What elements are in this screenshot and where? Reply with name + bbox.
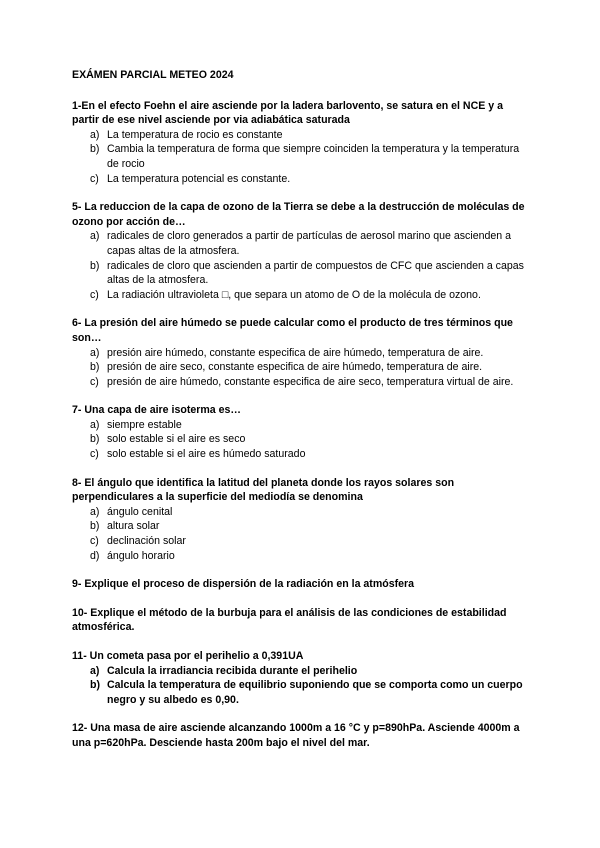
option-item	[90, 534, 530, 549]
option-text: presión de aire húmedo, constante especifica de aire seco, temperatura virtual de aire.	[107, 375, 514, 388]
question-10	[72, 606, 530, 635]
option-list	[72, 229, 530, 302]
option-text: Calcula la temperatura de equilibrio suponiendo que se comporta como un cuerpo negro y su albedo es 0,90.	[107, 679, 523, 706]
option-text: ángulo horario	[107, 549, 175, 562]
question-6	[72, 316, 530, 389]
option-text: altura solar	[107, 520, 160, 533]
option-letter: b)	[90, 143, 100, 156]
question-9	[72, 577, 530, 592]
question-11	[72, 649, 530, 707]
option-text: presión de aire seco, constante especifica de aire húmedo, temperatura de aire.	[107, 361, 483, 374]
option-text: Cambia la temperatura de forma que siempre coinciden la temperatura y la temperatura de rocio	[107, 143, 520, 170]
option-item	[90, 432, 530, 447]
option-item	[90, 447, 530, 462]
option-letter: a)	[90, 418, 100, 431]
option-letter: c)	[90, 535, 99, 548]
question-text: 9- Explique el proceso de dispersión de la radiación en la atmósfera	[72, 578, 415, 591]
option-list	[72, 128, 530, 186]
option-list	[72, 418, 530, 462]
option-list	[72, 664, 530, 708]
option-letter: b)	[90, 259, 100, 272]
option-text: radicales de cloro que ascienden a partir de compuestos de CFC que ascienden a capas altas de la atmosfera.	[107, 259, 524, 287]
option-text: La radiación ultravioleta □, que separa un atomo de O de la molécula de ozono.	[107, 288, 481, 301]
option-item	[90, 288, 530, 303]
option-letter: a)	[90, 664, 100, 677]
option-item	[90, 678, 530, 707]
question-text: 10- Explique el método de la burbuja para el análisis de las condiciones de estabilidad atmosférica.	[72, 606, 507, 634]
question-8	[72, 476, 530, 564]
option-item	[90, 664, 530, 679]
option-item	[90, 549, 530, 564]
option-text: siempre estable	[107, 418, 182, 431]
option-letter: b)	[90, 679, 100, 692]
question-text: 11- Un cometa pasa por el perihelio a 0,391UA	[72, 650, 304, 662]
option-item	[90, 418, 530, 433]
option-letter: a)	[90, 346, 100, 359]
option-text: Calcula la irradiancia recibida durante el perihelio	[107, 664, 358, 677]
option-letter: b)	[90, 361, 100, 374]
option-item	[90, 346, 530, 361]
option-text: La temperatura potencial es constante.	[107, 172, 291, 185]
option-item	[90, 128, 530, 143]
question-text: 6- La presión del aire húmedo se puede calcular como el producto de tres términos que son…	[72, 317, 513, 344]
option-letter: c)	[90, 375, 99, 388]
option-item	[90, 360, 530, 375]
question-text: 8- El ángulo que identifica la latitud del planeta donde los rayos solares son perpendiculares a la superficie del mediodía se denomina	[72, 476, 455, 504]
option-item	[90, 375, 530, 390]
question-text: 1-En el efecto Foehn el aire asciende por la ladera barlovento, se satura en el NCE y a partir de ese nivel asciende por via adiabática saturada	[72, 99, 503, 127]
question-text: 7- Una capa de aire isoterma es…	[72, 404, 241, 417]
option-item	[90, 259, 530, 288]
option-item	[90, 142, 530, 171]
option-item	[90, 172, 530, 187]
option-letter: c)	[90, 448, 99, 461]
question-text: 12- Una masa de aire asciende alcanzando 1000m a 16 °C y p=890hPa. Asciende 4000m a una p=620hPa. Desciende hasta 200m bajo el nivel del mar.	[72, 722, 520, 749]
option-item	[90, 229, 530, 258]
option-letter: b)	[90, 433, 100, 446]
option-item	[90, 505, 530, 520]
option-item	[90, 519, 530, 534]
option-text: ángulo cenital	[107, 505, 173, 518]
question-1	[72, 99, 530, 187]
option-letter: c)	[90, 288, 99, 301]
question-12	[72, 721, 530, 750]
option-letter: a)	[90, 230, 100, 243]
question-7	[72, 403, 530, 461]
option-text: solo estable si el aire es seco	[107, 433, 246, 446]
option-text: declinación solar	[107, 535, 186, 548]
exam-title: EXÁMEN PARCIAL METEO 2024	[72, 69, 234, 81]
option-letter: c)	[90, 172, 99, 185]
option-text: radicales de cloro generados a partir de partículas de aerosol marino que ascienden a capas altas de la atmosfera.	[107, 230, 511, 257]
option-text: solo estable si el aire es húmedo saturado	[107, 448, 306, 461]
option-letter: b)	[90, 520, 100, 533]
option-letter: a)	[90, 505, 100, 518]
question-5	[72, 200, 530, 302]
option-list	[72, 346, 530, 390]
option-list	[72, 505, 530, 563]
option-text: presión aire húmedo, constante especifica de aire húmedo, temperatura de aire.	[107, 346, 484, 359]
option-text: La temperatura de rocio es constante	[107, 128, 283, 141]
option-letter: a)	[90, 128, 100, 141]
option-letter: d)	[90, 549, 100, 562]
question-text: 5- La reduccion de la capa de ozono de la Tierra se debe a la destrucción de moléculas de ozono por acción de…	[72, 201, 525, 228]
